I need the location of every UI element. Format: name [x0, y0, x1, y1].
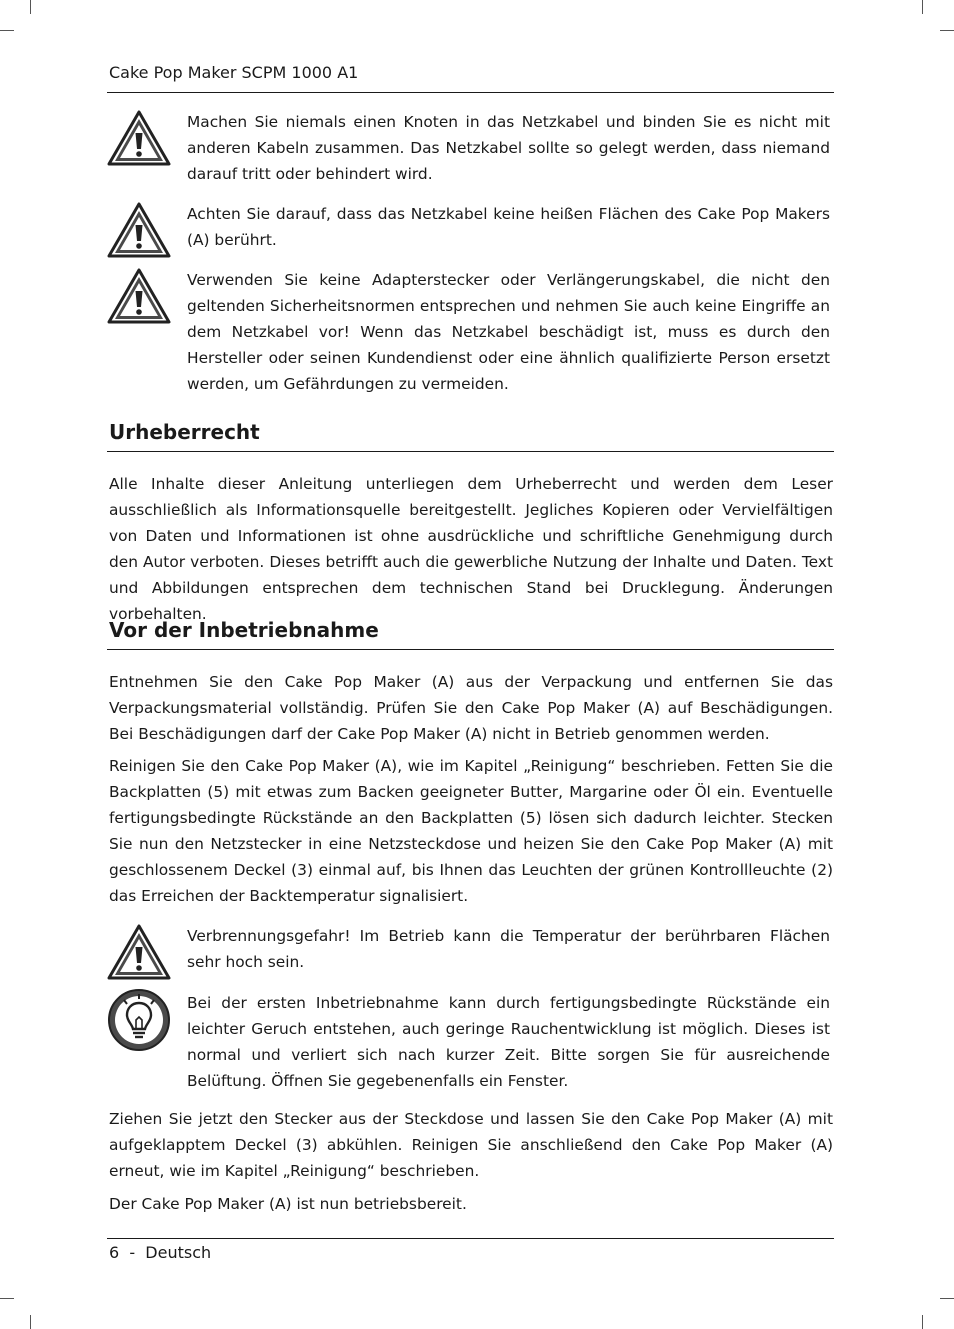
- warning-text: Machen Sie niemals einen Knoten in das Netzkabel und binden Sie es nicht mit anderen Kabeln zusammen. Das Netzkabel sollte so gelegt werden, dass niemand darauf tritt oder behindert wird.: [187, 113, 830, 183]
- crop-mark: [0, 1298, 14, 1299]
- warning-triangle-icon: [107, 109, 171, 167]
- tip-text: Bei der ersten Inbetriebnahme kann durch fertigungsbedingte Rückstände ein leichter Geruch entstehen, auch geringe Rauchentwicklung ist möglich. Dieses ist normal und verliert sich nach kurzer Zeit. Bitte sorgen Sie für ausreichende Belüftung. Öffnen Sie gegebenenfalls ein Fenster.: [187, 994, 830, 1090]
- warning-triangle-icon: [107, 923, 171, 981]
- warning-block: [107, 923, 833, 979]
- warning-block: [107, 267, 833, 399]
- warning-text: Verbrennungsgefahr! Im Betrieb kann die Temperatur der berührbaren Flächen sehr hoch sein.: [187, 927, 830, 971]
- crop-mark: [940, 1298, 954, 1299]
- section-heading-urheberrecht: Urheberrecht: [109, 420, 260, 444]
- warning-triangle-icon: [107, 267, 171, 325]
- section-divider: [107, 649, 834, 650]
- crop-mark: [922, 1315, 923, 1329]
- paragraph: Ziehen Sie jetzt den Stecker aus der Steckdose und lassen Sie den Cake Pop Maker (A) mit aufgeklapptem Deckel (3) abkühlen. Reinigen Sie anschließend den Cake Pop Maker (A) erneut, wie im Kapitel „Reinigung“ beschrieben.: [109, 1110, 833, 1180]
- page-footer: 6 - Deutsch: [109, 1243, 212, 1262]
- warning-block: [107, 109, 833, 189]
- section-divider: [107, 451, 834, 452]
- crop-mark: [0, 30, 14, 31]
- paragraph: Entnehmen Sie den Cake Pop Maker (A) aus der Verpackung und entfernen Sie das Verpackungsmaterial vollständig. Prüfen Sie den Cake Pop Maker (A) auf Beschädigungen. Bei Beschädigungen darf der Cake Pop Maker (A) nicht in Betrieb genommen werden.: [109, 673, 833, 743]
- warning-text: Achten Sie darauf, dass das Netzkabel keine heißen Flächen des Cake Pop Makers (A) berührt.: [187, 205, 830, 249]
- crop-mark: [922, 0, 923, 14]
- crop-mark: [30, 1315, 31, 1329]
- crop-mark: [940, 30, 954, 31]
- tip-block: [107, 990, 833, 1098]
- paragraph: Reinigen Sie den Cake Pop Maker (A), wie im Kapitel „Reinigung“ beschrieben. Fetten Sie die Backplatten (5) mit etwas zum Backen geeigneter Butter, Margarine oder Öl ein. Eventuelle fertigungsbedingte Rückstände an den Backplatten (5) lösen sich dadurch leichter. Stecken Sie nun den Netzstecker in eine Netzsteckdose und heizen Sie den Cake Pop Maker (A) mit geschlossenem Deckel (3) einmal auf, bis Ihnen das Leuchten der grünen Kontrollleuchte (2) das Erreichen der Backtemperatur signalisiert.: [109, 757, 833, 905]
- header-divider: [107, 92, 834, 93]
- footer-divider: [107, 1238, 834, 1239]
- crop-mark: [30, 0, 31, 14]
- paragraph: Alle Inhalte dieser Anleitung unterliegen dem Urheberrecht und werden dem Leser ausschließlich als Informationsquelle bereitgestellt. Jegliches Kopieren oder Vervielfältigen von Daten und Informationen ist ohne ausdrückliche und schriftliche Genehmigung durch den Autor verboten. Dieses betrifft auch die gewerbliche Nutzung der Inhalte und Daten. Text und Abbildungen entsprechen dem technischen Stand bei Drucklegung. Änderungen vorbehalten.: [109, 475, 833, 623]
- warning-text: Verwenden Sie keine Adapterstecker oder Verlängerungskabel, die nicht den geltenden Sicherheitsnormen entsprechen und nehmen Sie auch keine Eingriffe an dem Netzkabel vor! Wenn das Netzkabel beschädigt ist, muss es durch den Hersteller oder seinen Kundendienst oder eine ähnlich qualifizierte Person ersetzt werden, um Gefährdungen zu vermeiden.: [187, 271, 830, 393]
- page-header-title: Cake Pop Maker SCPM 1000 A1: [109, 63, 359, 82]
- warning-triangle-icon: [107, 201, 171, 259]
- section-heading-inbetriebnahme: Vor der Inbetriebnahme: [109, 618, 379, 642]
- warning-block: [107, 201, 833, 257]
- lightbulb-icon: [107, 988, 171, 1052]
- paragraph: Der Cake Pop Maker (A) ist nun betriebsbereit.: [109, 1195, 467, 1213]
